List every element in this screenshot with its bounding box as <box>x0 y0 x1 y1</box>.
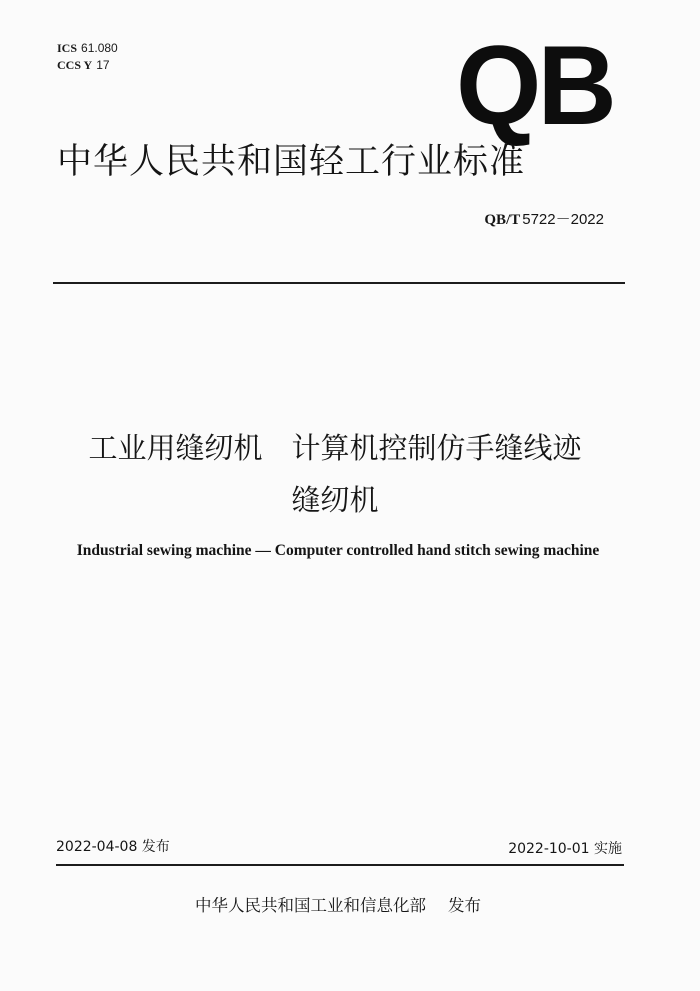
title-line-1: 工业用缝纫机 计算机控制仿手缝线迹 <box>88 431 582 465</box>
ccs-code <box>57 57 118 74</box>
issue-date: 2022-04-08 发布 <box>56 839 170 855</box>
implementation-date: 2022-10-01 实施 <box>508 841 622 857</box>
classification-codes <box>57 40 118 74</box>
document-title-chinese <box>0 422 670 526</box>
ics-code <box>57 40 118 57</box>
standard-number-value: 5722－2022 <box>522 211 604 228</box>
issuer-action: 发布 <box>448 896 481 915</box>
ccs-value: 17 <box>96 58 110 72</box>
ccs-label: CCS Y <box>57 58 93 72</box>
title-line-2: 缝纫机 <box>291 483 379 517</box>
ics-value: 61.080 <box>81 41 118 55</box>
bottom-divider <box>56 864 624 866</box>
standard-number-prefix: QB/T <box>484 212 521 228</box>
standard-category-title: 中华人民共和国轻工行业标准 <box>57 142 526 182</box>
document-title-english: Industrial sewing machine — Computer controlled hand stitch sewing machine <box>76 542 600 559</box>
qb-logo: QB <box>456 23 613 148</box>
top-divider <box>53 282 625 284</box>
issuing-authority <box>0 895 676 917</box>
standard-number <box>484 209 604 230</box>
issuer-name: 中华人民共和国工业和信息化部 <box>195 896 426 915</box>
ics-label: ICS <box>57 41 78 55</box>
